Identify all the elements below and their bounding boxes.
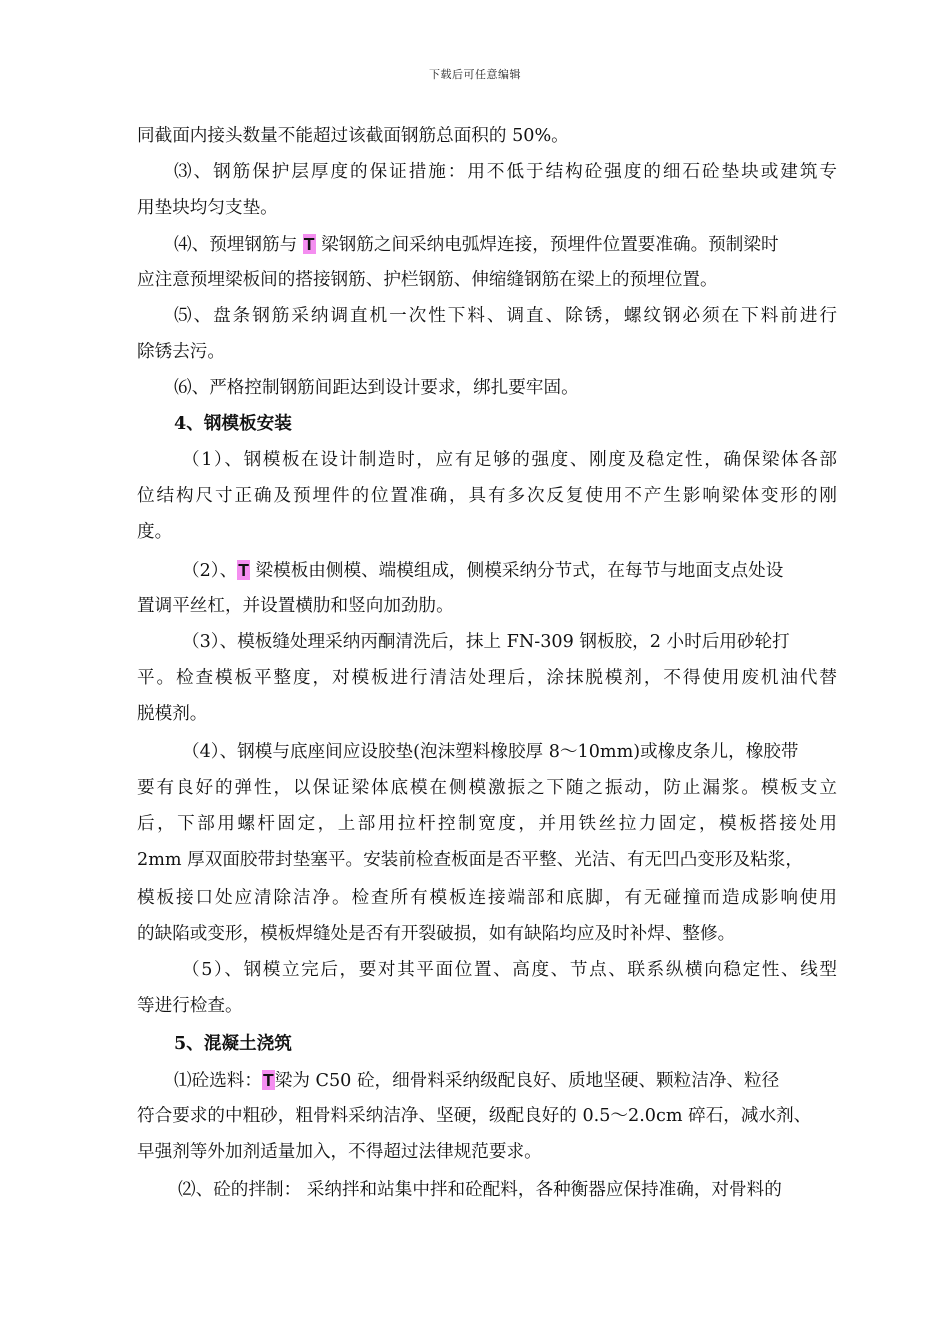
paragraph-line: 等进行检查。 [137, 996, 243, 1016]
paragraph-line: 除锈去污。 [137, 342, 225, 362]
paragraph-line: 同截面内接头数量不能超过该截面钢筋总面积的 50%。 [137, 126, 569, 146]
paragraph-line: 2mm 厚双面胶带封垫塞平。安装前检查板面是否平整、光洁、有无凹凸变形及粘浆， [137, 850, 803, 870]
paragraph-line: （1）、钢模板在设计制造时，应有足够的强度、刚度及稳定性，确保梁体各部 [182, 450, 837, 470]
paragraph-line: 后，下部用螺杆固定，上部用拉杆控制宽度，并用铁丝拉力固定，模板搭接处用 [137, 814, 837, 834]
highlighted-letter: T [262, 1070, 274, 1090]
paragraph-line: （2）、T 梁模板由侧模、端模组成，侧模采纳分节式，在每节与地面支点处设 [182, 560, 784, 581]
paragraph-line: 符合要求的中粗砂，粗骨料采纳洁净、坚硬，级配良好的 0.5～2.0cm 碎石，减水剂、 [137, 1106, 812, 1126]
paragraph-line: 位结构尺寸正确及预埋件的位置准确，具有多次反复使用不产生影响梁体变形的刚 [137, 486, 837, 506]
paragraph-line: 应注意预埋梁板间的搭接钢筋、护栏钢筋、伸缩缝钢筋在梁上的预埋位置。 [137, 270, 718, 290]
paragraph-line: ⑴砼选料：T梁为 C50 砼，细骨料采纳级配良好、质地坚硬、颗粒洁净、粒径 [174, 1070, 780, 1091]
paragraph-line: 平。检查模板平整度，对模板进行清洁处理后，涂抹脱模剂，不得使用废机油代替 [137, 668, 837, 688]
paragraph-line: ⑹、严格控制钢筋间距达到设计要求，绑扎要牢固。 [174, 378, 579, 398]
paragraph-line: 模板接口处应清除洁净。检查所有模板连接端部和底脚，有无碰撞而造成影响使用 [137, 888, 837, 908]
paragraph-line: 度。 [137, 522, 173, 542]
highlighted-letter: T [303, 234, 315, 254]
paragraph-line: 要有良好的弹性，以保证梁体底模在侧模激振之下随之振动，防止漏浆。模板支立 [137, 778, 837, 798]
paragraph-line: 早强剂等外加剂适量加入，不得超过法律规范要求。 [137, 1142, 542, 1162]
page-header: 下载后可任意编辑 [429, 68, 521, 81]
paragraph-line: （5）、钢模立完后，要对其平面位置、高度、节点、联系纵横向稳定性、线型 [182, 960, 837, 980]
section-heading: 5、混凝土浇筑 [174, 1033, 292, 1054]
paragraph-line: ⑷、预埋钢筋与 T 梁钢筋之间采纳电弧焊连接，预埋件位置要准确。预制梁时 [174, 234, 779, 255]
paragraph-line: 用垫块均匀支垫。 [137, 198, 278, 218]
paragraph-line: （4）、钢模与底座间应设胶垫(泡沫塑料橡胶厚 8～10mm)或橡皮条儿，橡胶带 [182, 742, 799, 762]
paragraph-line: ⑶、钢筋保护层厚度的保证措施：用不低于结构砼强度的细石砼垫块或建筑专 [174, 162, 837, 182]
highlighted-letter: T [238, 560, 249, 580]
section-heading: 4、钢模板安装 [174, 413, 292, 434]
paragraph-line: （3）、模板缝处理采纳丙酮清洗后，抹上 FN-309 钢板胶，2 小时后用砂轮打 [182, 632, 790, 652]
paragraph-line: 脱模剂。 [137, 704, 208, 724]
paragraph-line: 置调平丝杠，并设置横肋和竖向加劲肋。 [137, 596, 454, 616]
paragraph-line: 的缺陷或变形，模板焊缝处是否有开裂破损，如有缺陷均应及时补焊、整修。 [137, 924, 736, 944]
paragraph-line: ⑵、砼的拌制： 采纳拌和站集中拌和砼配料，各种衡器应保持准确，对骨料的 [178, 1180, 782, 1200]
paragraph-line: ⑸、盘条钢筋采纳调直机一次性下料、调直、除锈，螺纹钢必须在下料前进行 [174, 306, 837, 326]
